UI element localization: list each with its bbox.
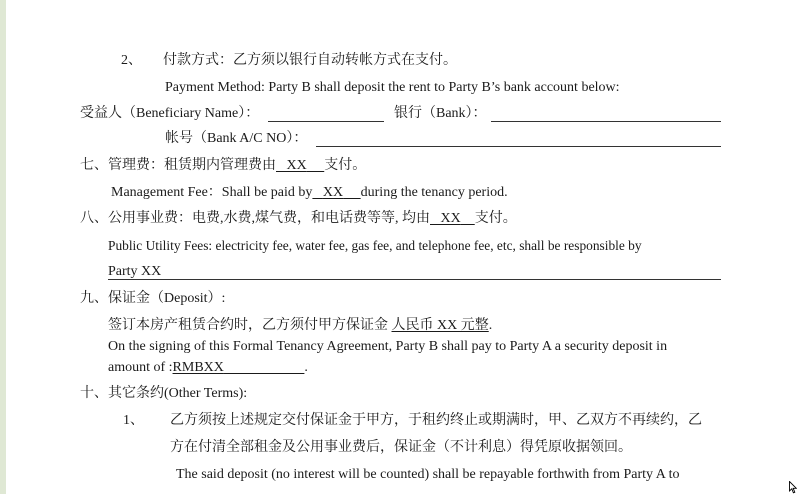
- utility-fee-tail: 支付。: [474, 211, 517, 226]
- management-fee-label: 七、管理费：租赁期内管理费由: [80, 158, 276, 173]
- deposit-cn-text: 签订本房产租赁合约时，乙方须付甲方保证金: [108, 318, 388, 333]
- utility-fee-en: Public Utility Fees: electricity fee, water fee, gas fee, and telephone fee, etc, shall be responsible by: [108, 238, 642, 253]
- deposit-en-label: amount of :: [108, 360, 173, 375]
- deposit-en-amount: RMBXX: [172, 360, 224, 375]
- management-fee-payer: XX: [286, 158, 307, 173]
- beneficiary-label: 受益人（Beneficiary Name）：: [80, 106, 260, 121]
- term-1-number: 1、: [123, 413, 144, 428]
- utility-fee-payer-line: [108, 279, 721, 280]
- bank-label: 银行（Bank）：: [394, 106, 487, 121]
- management-fee-en-payer: XX: [322, 185, 344, 200]
- account-blank: [316, 146, 721, 147]
- utility-fee-payer: XX: [440, 211, 461, 226]
- account-label: 帐号（Bank A/C NO）：: [165, 131, 308, 146]
- deposit-cn-tail: .: [488, 318, 493, 333]
- page-left-margin-bar: [0, 0, 6, 494]
- utility-fee-en-payer: Party XX: [108, 264, 162, 279]
- management-fee-tail: 支付。: [324, 158, 367, 173]
- payment-method-en: Payment Method: Party B shall deposit the rent to Party B’s bank account below:: [165, 80, 620, 95]
- management-fee-en: [111, 184, 508, 202]
- utility-fee-cn: [80, 210, 517, 228]
- deposit-cn: [108, 317, 492, 335]
- beneficiary-blank: [268, 121, 384, 122]
- term-1-cn-line1: 乙方须按上述规定交付保证金于甲方，于租约终止或期满时，甲、乙双方不再续约，乙: [170, 413, 702, 428]
- term-1-en: The said deposit (no interest will be counted) shall be repayable forthwith from Party A to: [176, 467, 680, 482]
- management-fee-en-tail: during the tenancy period.: [360, 185, 508, 200]
- management-fee-en-label: Management Fee：Shall be paid by: [111, 185, 313, 200]
- payment-method-cn: 2、 付款方式：乙方须以银行自动转帐方式在支付。: [121, 53, 457, 68]
- management-fee-cn: [80, 157, 366, 175]
- other-terms-title: 十、其它条约(Other Terms):: [80, 386, 248, 401]
- deposit-en-line1: On the signing of this Formal Tenancy Agreement, Party B shall pay to Party A a security deposit in: [108, 339, 668, 354]
- deposit-title: 九、保证金（Deposit）:: [80, 291, 226, 306]
- term-1-cn-line2: 方在付清全部租金及公用事业费后，保证金（不计利息）得凭原收据领回。: [170, 440, 632, 455]
- bank-blank: [491, 121, 721, 122]
- deposit-en-line2: [108, 359, 308, 377]
- deposit-en-tail: .: [304, 360, 308, 375]
- mouse-cursor-icon: [789, 481, 797, 494]
- deposit-cn-amount: 人民币 XX 元整: [391, 318, 489, 333]
- utility-fee-label: 八、公用事业费：电费,水费,煤气费，和电话费等等, 均由: [80, 211, 430, 226]
